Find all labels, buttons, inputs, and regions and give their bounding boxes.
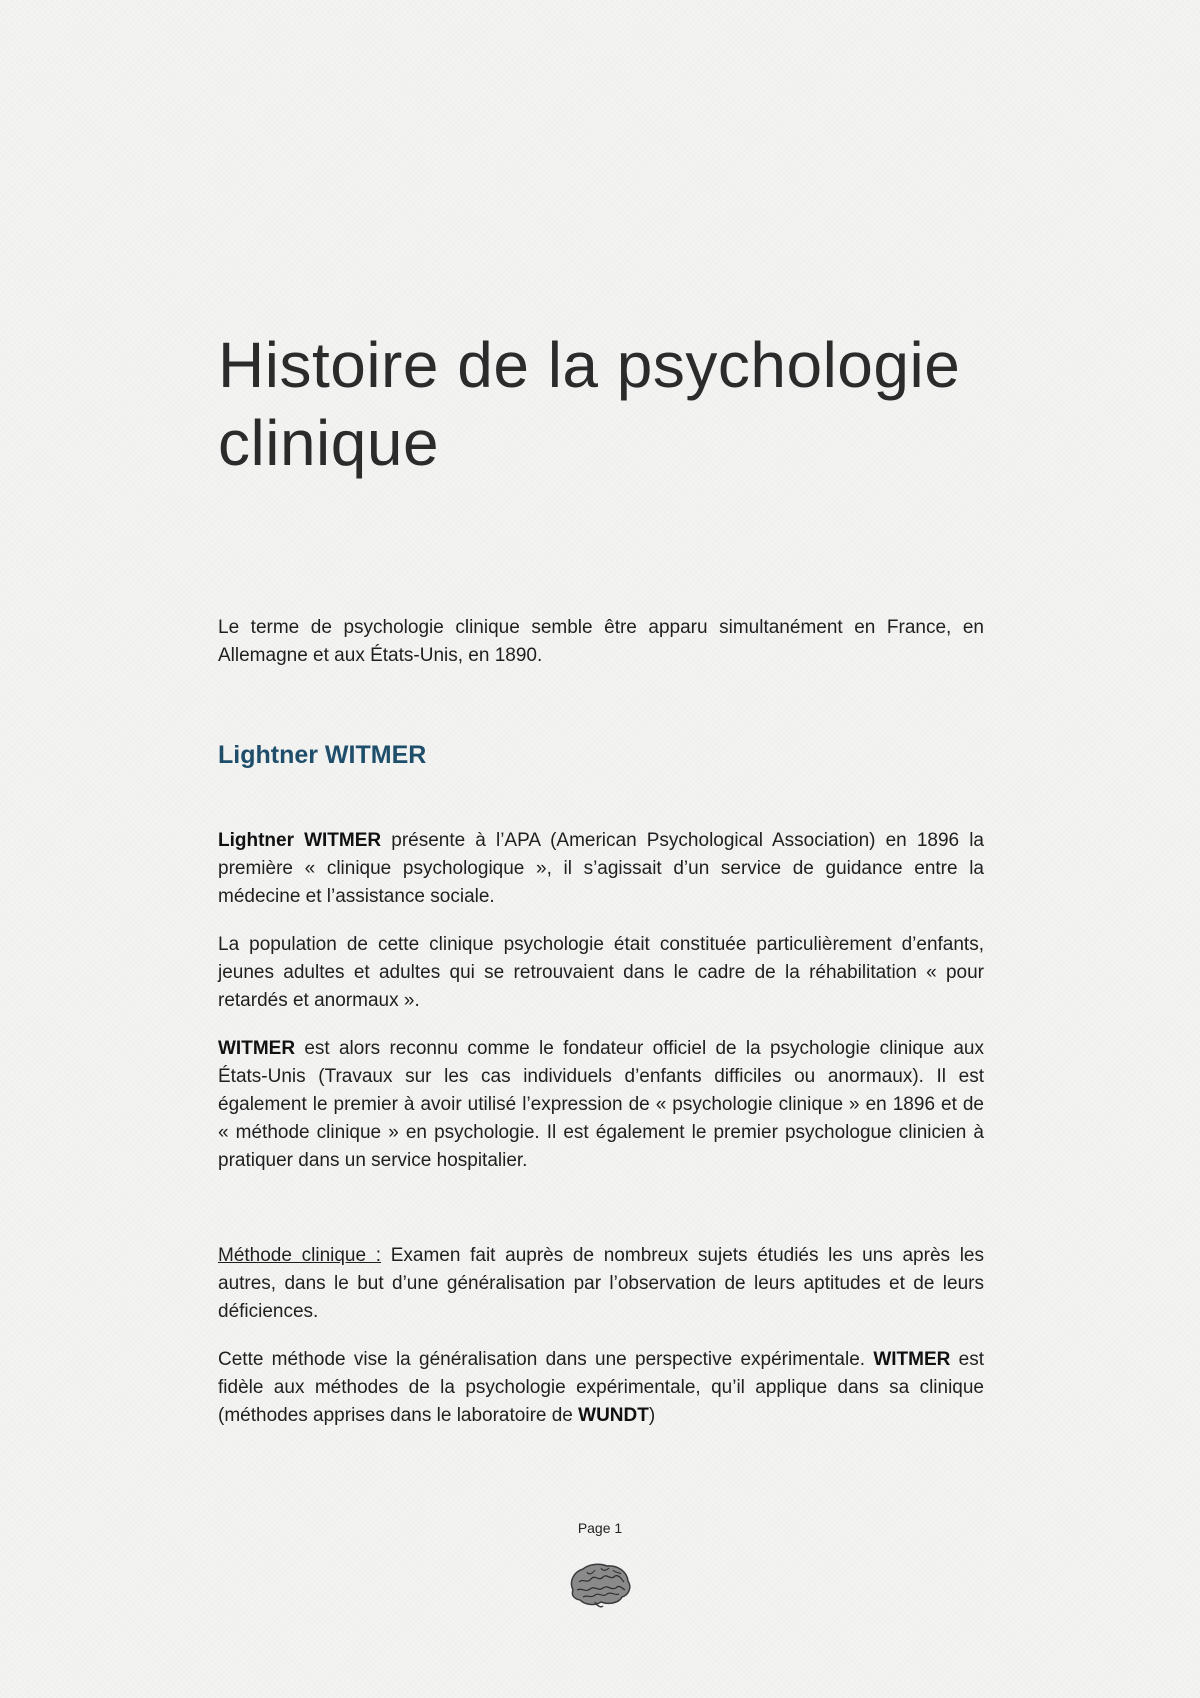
witmer-paragraph-3 <box>218 1035 984 1175</box>
bold-name: Lightner WITMER <box>218 830 382 851</box>
witmer-paragraph-1 <box>218 827 984 911</box>
brain-icon <box>565 1560 635 1610</box>
document-title: Histoire de la psychologie clinique <box>218 329 961 479</box>
bold-name: WITMER <box>873 1349 951 1370</box>
witmer-paragraph-2: La population de cette clinique psychologie était constituée particulièrement d’enfants, jeunes adultes et adultes qui se retrouvaient dans le cadre de la réhabilitation « pour retardés et anormaux ». <box>218 934 984 1011</box>
paragraph-text: est fidèle aux méthodes de la psychologie expérimentale, qu’il applique dans sa clinique (méthodes apprises dans le laboratoire de <box>218 1349 985 1426</box>
paragraph-text: Cette méthode vise la généralisation dans une perspective expérimentale. <box>218 1349 874 1370</box>
bold-name: WITMER <box>218 1038 296 1059</box>
page-number: Page 1 <box>577 1520 623 1536</box>
paragraph-text: est alors reconnu comme le fondateur officiel de la psychologie clinique aux États-Unis (Travaux sur les cas individuels d’enfants difficiles ou anormaux). Il est également le premier à avoir utilisé l’expression de « psychologie clinique » en 1896 et de « méthode clinique » en psychologie. Il est également le premier psychologue clinicien à pratiquer dans un service hospitalier. <box>218 1038 984 1171</box>
method-paragraph-1 <box>218 1242 984 1326</box>
section-heading-witmer: Lightner WITMER <box>218 741 427 769</box>
paragraph-text: présente à l’APA (American Psychological Association) en 1896 la première « clinique psychologique », il s’agissait d’un service de guidance entre la médecine et l’assistance sociale. <box>218 830 984 907</box>
section-body <box>218 827 984 1195</box>
method-label: Méthode clinique : <box>218 1245 382 1266</box>
method-paragraph-2 <box>218 1346 984 1430</box>
intro-paragraph: Le terme de psychologie clinique semble être apparu simultanément en France, en Allemagne et aux États-Unis, en 1890. <box>218 617 984 666</box>
document-page <box>218 0 984 1698</box>
paragraph-text: Examen fait auprès de nombreux sujets étudiés les uns après les autres, dans le but d’une généralisation par l’observation de leurs aptitudes et de leurs déficiences. <box>218 1245 984 1322</box>
method-section <box>218 1242 984 1450</box>
paragraph-text: ) <box>648 1405 656 1426</box>
bold-name: WUNDT <box>578 1405 649 1426</box>
